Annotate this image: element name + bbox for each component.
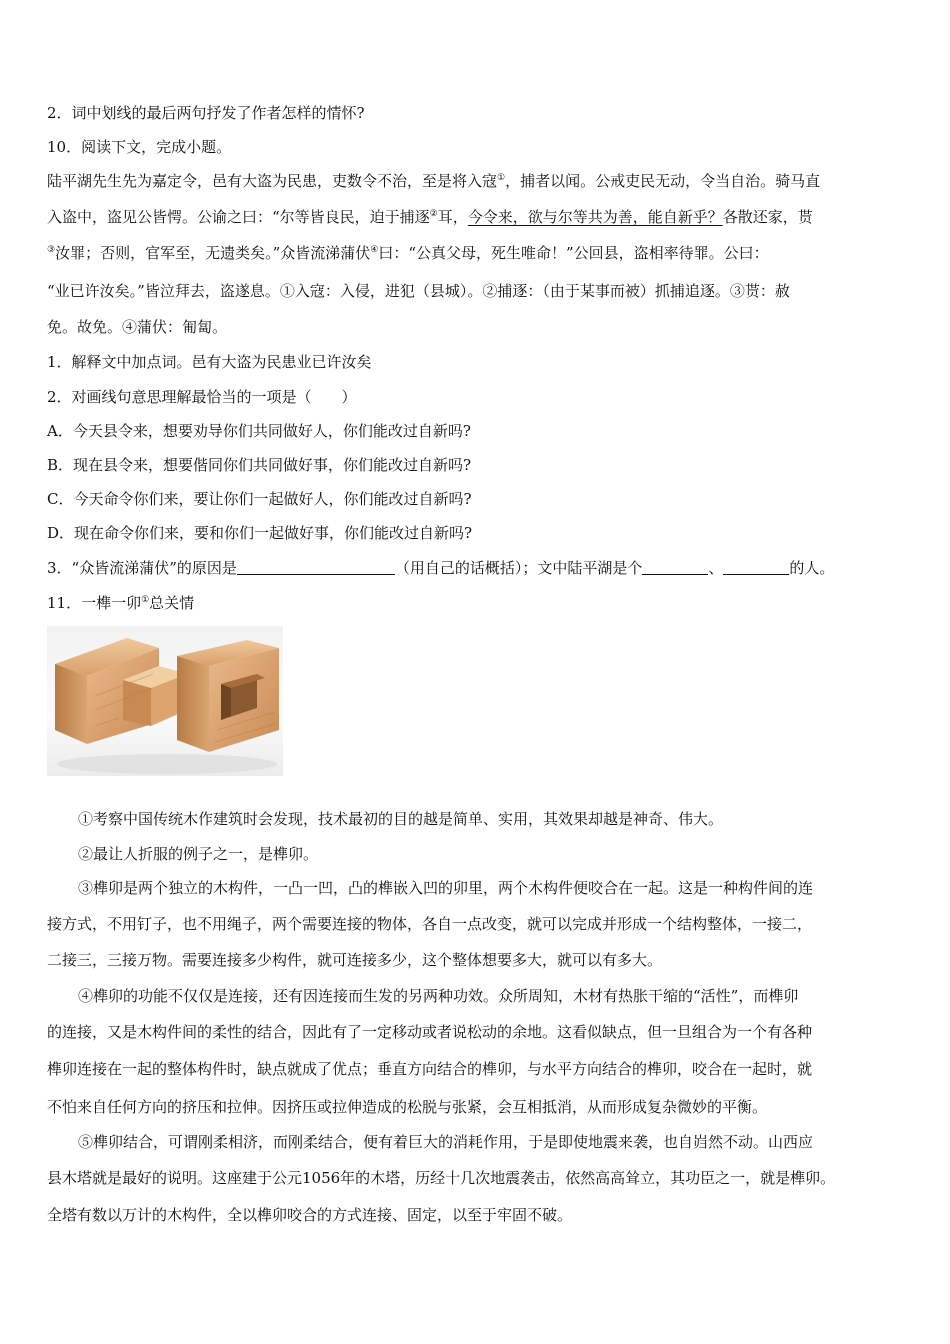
question-2-prev: 2．词中划线的最后两句抒发了作者怎样的情怀? bbox=[47, 104, 365, 122]
option-b: B．现在县令来，想要偕同你们共同做好事，你们能改过自新吗? bbox=[47, 456, 472, 474]
passage-line-4: “业已许汝矣。”皆泣拜去，盗遂息。①入寇：入侵，进犯（县城）。②捕逐：（由于某事而被）抓捕追逐。③贳：赦 bbox=[47, 282, 790, 300]
paragraph-5-line-1: ⑤榫卯结合，可谓刚柔相济，而刚柔结合，便有着巨大的消耗作用，于是即使地震来袭，也自岿然不动。山西应 bbox=[78, 1133, 814, 1151]
underlined-sentence: 今令来，欲与尔等共为善，能自新乎？ bbox=[467, 208, 723, 226]
mortise-tenon-illustration bbox=[47, 626, 283, 776]
question-11-title: 11．一榫一卯①总关情 bbox=[47, 594, 195, 612]
passage-line-5: 免。故免。④蒲伏：匍匐。 bbox=[47, 318, 228, 336]
paragraph-5-line-3: 全塔有数以万计的木构件，全以榫卯咬合的方式连接、固定，以至于牢固不破。 bbox=[47, 1206, 573, 1224]
paragraph-3-line-1: ③榫卯是两个独立的木构件，一凸一凹，凸的榫嵌入凹的卯里，两个木构件便咬合在一起。这是一种构件间的连 bbox=[78, 879, 814, 897]
option-a: A．今天县令来，想要劝导你们共同做好人，你们能改过自新吗? bbox=[47, 422, 471, 440]
paragraph-4-line-4: 不怕来自任何方向的挤压和拉伸。因挤压或拉伸造成的松脱与张紧，会互相抵消，从而形成复杂微妙的平衡。 bbox=[47, 1098, 768, 1116]
passage-line-3: ③汝罪；否则，官军至，无遗类矣。”众皆流涕蒲伏④曰：“公真父母，死生唯命！”公回县，盗相率待罪。公曰： bbox=[47, 244, 769, 262]
paragraph-3-line-2: 接方式，不用钉子，也不用绳子，两个需要连接的物体，各自一点改变，就可以完成并形成一个结构整体，一接二， bbox=[47, 915, 813, 933]
paragraph-4-line-3: 榫卯连接在一起的整体构件时，缺点就成了优点；垂直方向结合的榫卯，与水平方向结合的榫卯，咬合在一起时，就 bbox=[47, 1060, 813, 1078]
passage-line-2: 入盗中，盗见公皆愕。公谕之曰：“尔等皆良民，迫于捕逐②耳，今令来，欲与尔等共为善，能自新乎？各散还家，贳 bbox=[47, 208, 813, 226]
answer-blank-3 bbox=[723, 560, 789, 575]
mortise-tenon-photo bbox=[47, 626, 283, 776]
paragraph-5-line-2: 县木塔就是最好的说明。这座建于公元1056年的木塔，历经十几次地震袭击，依然高高耸立，其功臣之一，就是榫卯。 bbox=[47, 1169, 836, 1187]
paragraph-1: ①考察中国传统木作建筑时会发现，技术最初的目的越是简单、实用，其效果却越是神奇、伟大。 bbox=[78, 810, 724, 828]
sub-question-3: 3．“众皆流涕蒲伏”的原因是 （用自己的话概括）；文中陆平湖是个 、 的人。 bbox=[47, 559, 835, 577]
answer-blank-2 bbox=[642, 560, 708, 575]
paragraph-4-line-2: 的连接，又是木构件间的柔性的结合，因此有了一定移动或者说松动的余地。这看似缺点，但一旦组合为一个有各种 bbox=[47, 1023, 813, 1041]
option-c: C．今天命令你们来，要让你们一起做好人，你们能改过自新吗? bbox=[47, 490, 472, 508]
question-10-title: 10．阅读下文，完成小题。 bbox=[47, 138, 232, 156]
answer-blank-1 bbox=[237, 560, 395, 575]
paragraph-3-line-3: 二接三，三接万物。需要连接多少构件，就可连接多少，这个整体想要多大，就可以有多大。 bbox=[47, 951, 663, 969]
paragraph-4-line-1: ④榫卯的功能不仅仅是连接，还有因连接而生发的另两种功效。众所周知，木材有热胀干缩的“活性”，而榫卯 bbox=[78, 987, 799, 1005]
paragraph-2: ②最让人折服的例子之一，是榫卯。 bbox=[78, 845, 319, 863]
sub-question-1: 1．解释文中加点词。邑有大盗为民患业已许汝矣 bbox=[47, 353, 372, 371]
sub-question-2: 2．对画线句意思理解最恰当的一项是（ ） bbox=[47, 388, 357, 406]
passage-line-1: 陆平湖先生先为嘉定令，邑有大盗为民患，吏数令不治，至是将入寇①，捕者以闻。公戒吏民无动，令当自治。骑马直 bbox=[47, 172, 821, 190]
option-d: D．现在命令你们来，要和你们一起做好事，你们能改过自新吗? bbox=[47, 524, 473, 542]
